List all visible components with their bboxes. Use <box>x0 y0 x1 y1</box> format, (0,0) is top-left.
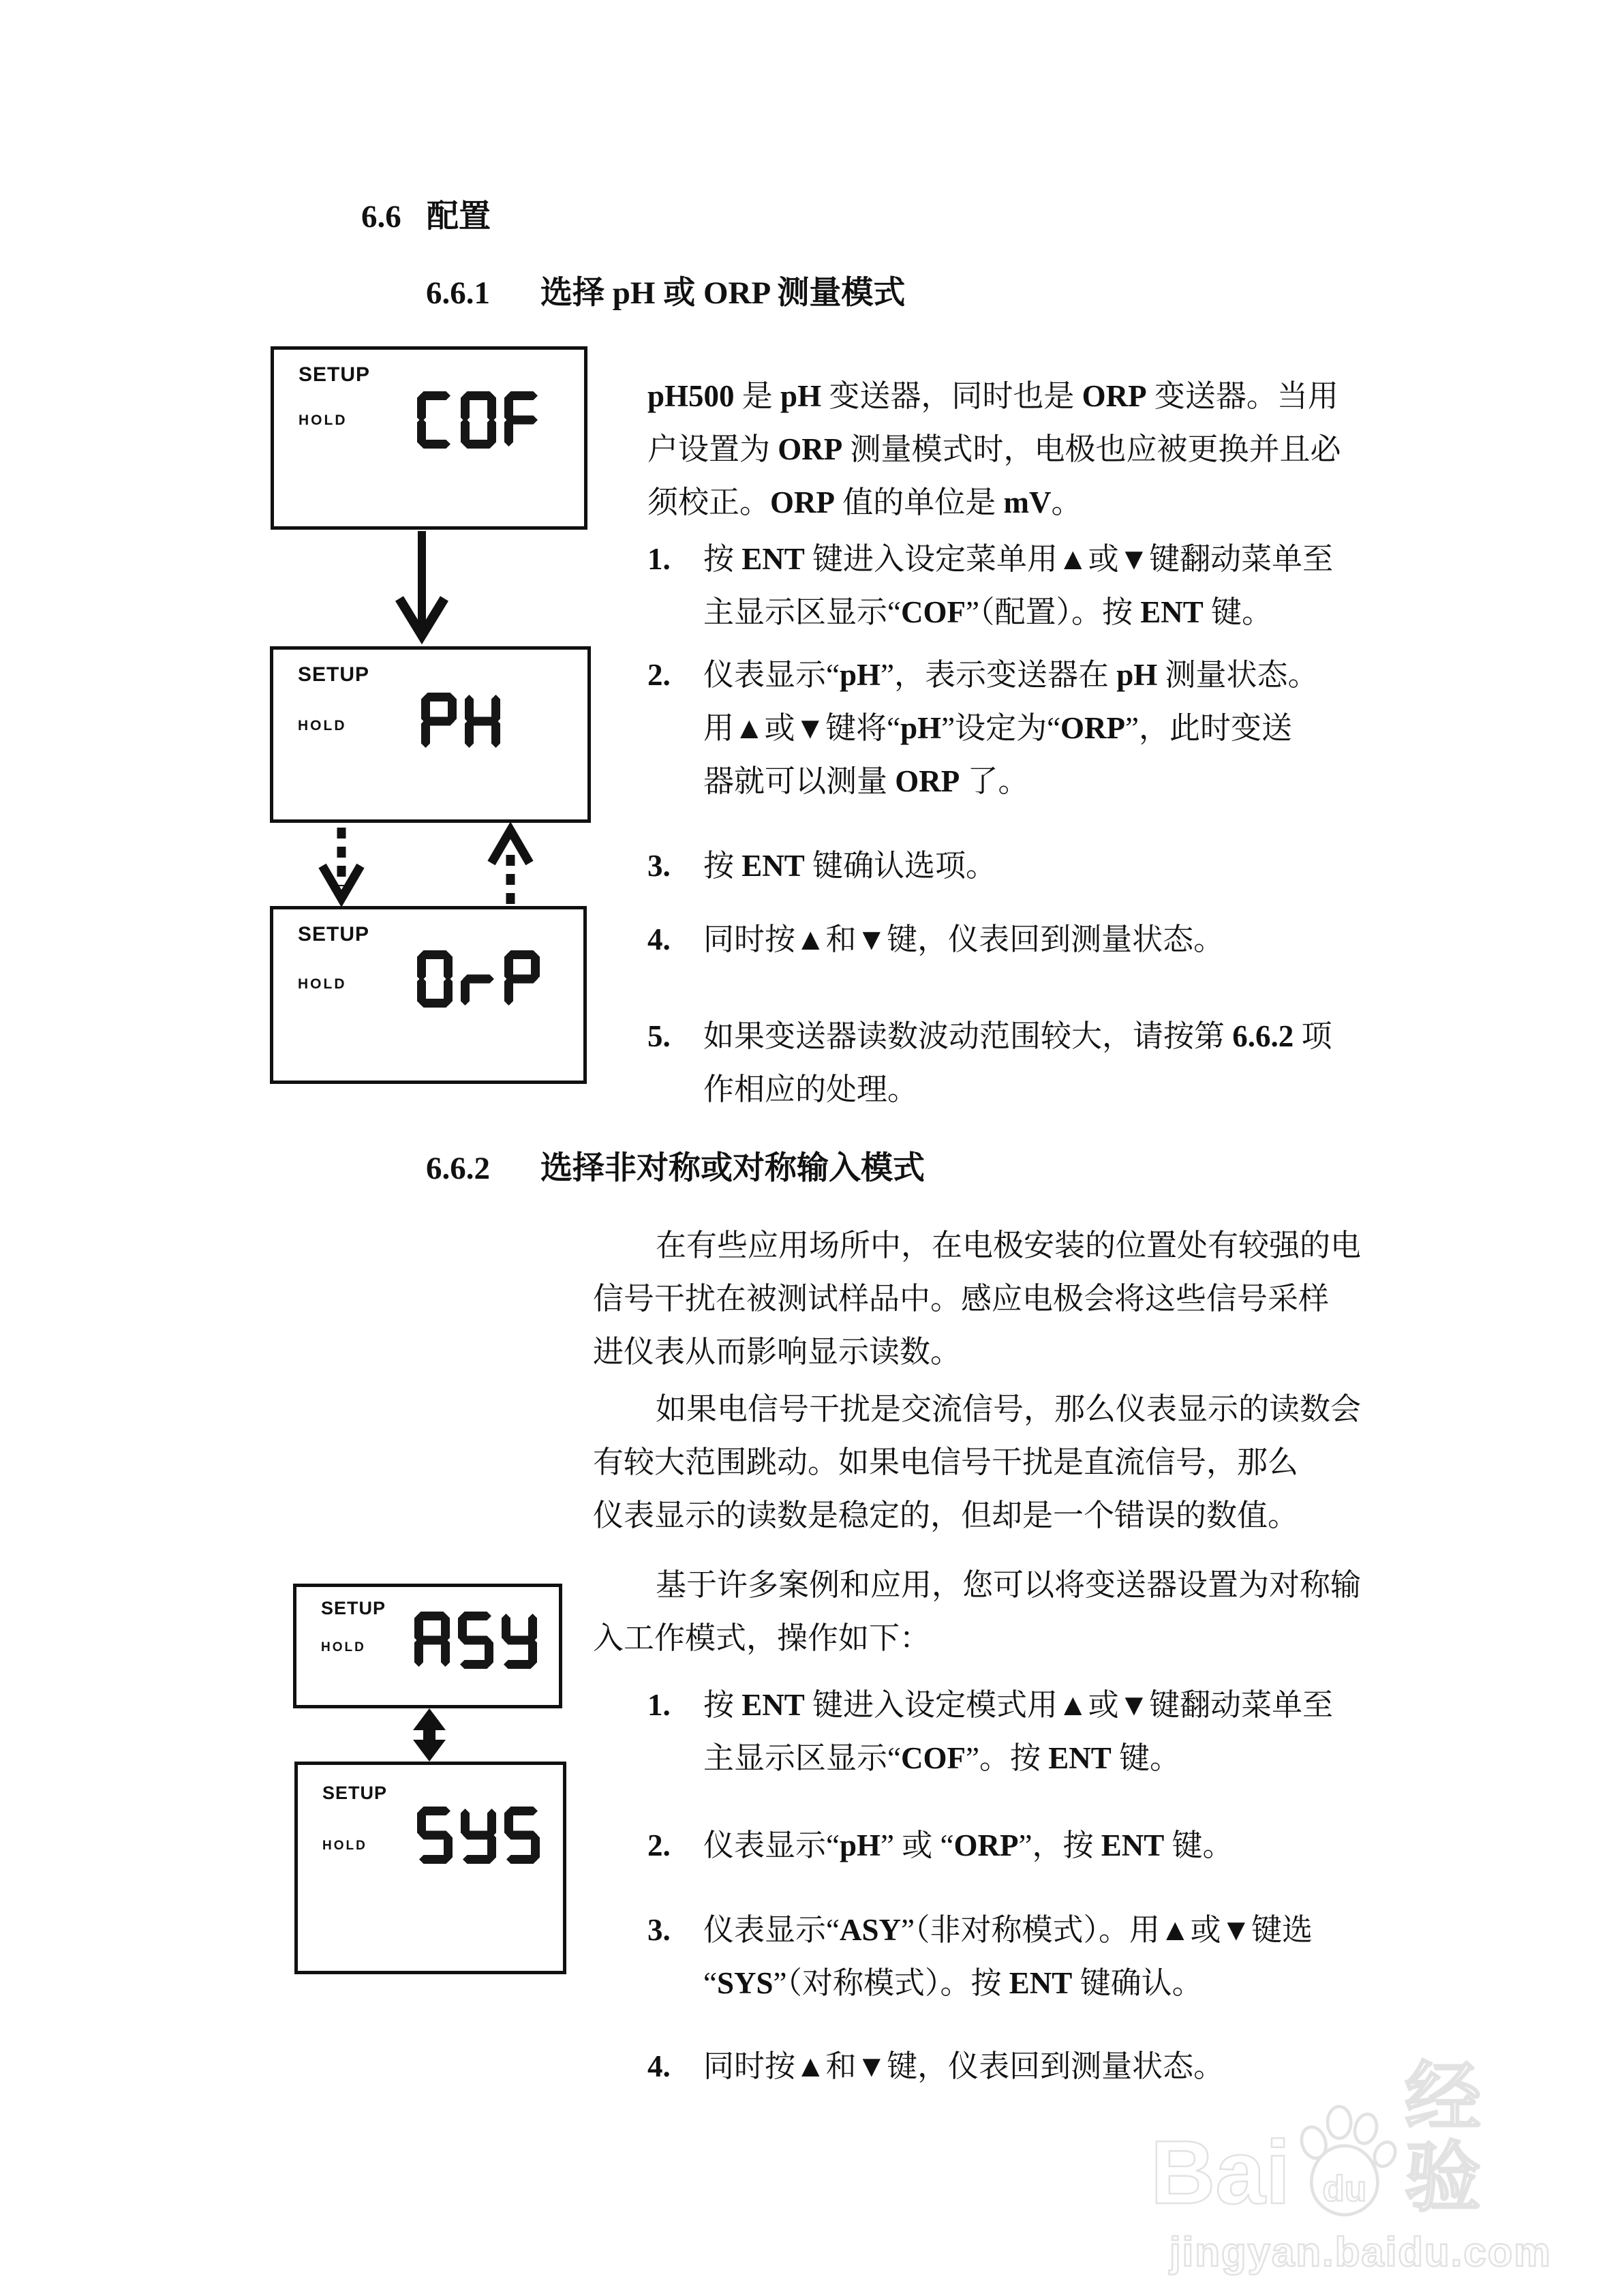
text-run: 在有些应用场所中，在电极安装的位置处有较强的电 <box>656 1228 1362 1263</box>
text-run: 仪表显示“ <box>703 1913 840 1947</box>
text-run: 键进入设定模式用▲或▼键翻动菜单至 <box>804 1688 1334 1722</box>
text-run: ORP <box>778 432 843 466</box>
list-item-number: 1. <box>647 542 671 576</box>
subsection-title: 选择 pH 或 ORP 测量模式 <box>540 275 906 311</box>
watermark-bai-text: Bai <box>1150 2122 1291 2223</box>
text-run: 按 <box>703 542 742 576</box>
text-run: 变送器。当用 <box>1146 379 1338 413</box>
text-run: ENT <box>1048 1741 1112 1775</box>
subsection-number: 6.6.2 <box>426 1151 490 1186</box>
text-line <box>703 1819 1234 1872</box>
text-run: 如果变送器读数波动范围较大，请按第 <box>703 1019 1233 1053</box>
text-run: 仪表显示“ <box>703 1828 840 1862</box>
text-run: 主显示区显示“ <box>703 1741 901 1775</box>
text-line <box>703 913 1224 966</box>
subsection-number: 6.6.1 <box>426 275 490 311</box>
text-run: ENT <box>741 542 805 576</box>
text-line <box>703 586 1333 639</box>
list-item <box>647 532 1333 639</box>
list-item-number: 3. <box>647 849 671 883</box>
text-line <box>703 1010 1332 1063</box>
subsection-title: 选择非对称或对称输入模式 <box>540 1151 925 1186</box>
list-item-number: 2. <box>647 658 671 692</box>
text-line <box>703 1678 1333 1732</box>
text-run: pH <box>900 711 942 745</box>
text-line <box>593 1272 1361 1325</box>
text-line <box>703 532 1333 586</box>
list-item <box>647 1010 1332 1116</box>
text-line <box>593 1558 1361 1612</box>
text-line <box>647 476 1341 529</box>
text-line <box>703 755 1319 808</box>
text-run: ENT <box>741 849 805 883</box>
list-item-number: 4. <box>647 922 671 956</box>
hold-indicator: HOLD <box>299 412 348 428</box>
dashed-arrow-ph-to-orp-icon <box>322 828 361 898</box>
list-item <box>647 1678 1333 1785</box>
setup-indicator: SETUP <box>298 923 370 946</box>
list-item-text <box>703 913 1224 966</box>
list-item <box>647 1903 1313 2010</box>
text-line <box>593 1489 1361 1542</box>
watermark-du-text: du <box>1322 2169 1367 2209</box>
list-item-text <box>703 532 1333 639</box>
text-run: ”，此时变送 <box>1125 711 1293 745</box>
text-run: 值的单位是 <box>835 485 1004 519</box>
text-run: 须校正。 <box>647 485 771 519</box>
text-run: ”，表示变送器在 <box>881 658 1117 692</box>
text-run: 是 <box>734 379 781 413</box>
text-run: 有较大范围跳动。如果电信号干扰是直流信号，那么 <box>593 1445 1299 1479</box>
list-item <box>647 1819 1234 1872</box>
text-run: 基于许多案例和应用，您可以将变送器设置为对称输 <box>656 1568 1362 1602</box>
text-line <box>703 701 1319 755</box>
text-run: ”（配置）。按 <box>965 595 1141 629</box>
text-line <box>703 648 1319 701</box>
text-run: pH500 <box>647 379 735 413</box>
text-line <box>593 1219 1361 1272</box>
setup-indicator: SETUP <box>322 1783 388 1803</box>
list-item-number: 1. <box>647 1688 671 1722</box>
text-run: ENT <box>741 1688 805 1722</box>
text-run: 键进入设定菜单用▲或▼键翻动菜单至 <box>804 542 1334 576</box>
list-item <box>647 648 1319 808</box>
text-line <box>593 1436 1361 1489</box>
watermark-jingyan-text: 经验 <box>1405 2055 1486 2220</box>
text-run: “ <box>703 1966 717 2000</box>
text-run: ENT <box>1101 1828 1165 1862</box>
list-item-number: 5. <box>647 1019 671 1053</box>
list-item-text <box>703 648 1319 808</box>
hold-indicator: HOLD <box>298 718 347 734</box>
list-item-number: 4. <box>647 2049 671 2083</box>
text-run: 作相应的处理。 <box>703 1072 919 1106</box>
text-line <box>703 1732 1333 1785</box>
text-run: 键确认选项。 <box>804 849 997 883</box>
text-run: ”。按 <box>965 1741 1049 1775</box>
text-line <box>703 1903 1313 1957</box>
text-line <box>593 1325 1361 1378</box>
text-run: 。 <box>1051 485 1082 519</box>
text-run: 键。 <box>1111 1741 1181 1775</box>
text-run: 测量状态。 <box>1157 658 1319 692</box>
text-run: 测量模式时，电极也应被更换并且必 <box>842 432 1341 466</box>
text-run: 键确认。 <box>1072 1966 1203 2000</box>
dashed-arrow-orp-to-ph-icon <box>491 830 530 904</box>
text-run: 键。 <box>1203 595 1273 629</box>
text-run: 按 <box>703 1688 742 1722</box>
text-run: ” 或 “ <box>881 1828 954 1862</box>
text-line <box>593 1612 1361 1665</box>
text-run: 同时按▲和▼键，仪表回到测量状态。 <box>703 922 1225 956</box>
text-run: COF <box>900 1741 966 1775</box>
text-run: pH <box>780 379 822 413</box>
text-run: ORP <box>953 1828 1019 1862</box>
watermark-url-text: jingyan.baidu.com <box>1169 2229 1552 2276</box>
text-run: 同时按▲和▼键，仪表回到测量状态。 <box>703 2049 1225 2083</box>
text-run: 了。 <box>960 764 1029 798</box>
paragraph <box>593 1383 1361 1542</box>
text-run: ”设定为“ <box>941 711 1061 745</box>
list-item-text <box>703 2040 1224 2093</box>
paragraph <box>593 1219 1361 1378</box>
text-run: SYS <box>716 1966 774 2000</box>
paragraph <box>593 1558 1361 1665</box>
text-run: ”（对称模式）。按 <box>773 1966 1009 2000</box>
list-item <box>647 839 996 892</box>
list-item-text <box>703 1678 1333 1785</box>
hold-indicator: HOLD <box>298 976 347 992</box>
arrow-cof-to-ph-icon <box>399 531 444 635</box>
text-run: 入工作模式，操作如下： <box>593 1621 931 1655</box>
text-line <box>593 1383 1361 1436</box>
text-run: ORP <box>1082 379 1147 413</box>
list-item-text <box>703 1010 1332 1116</box>
text-run: ”（非对称模式）。用▲或▼键选 <box>901 1913 1313 1947</box>
list-item <box>647 913 1224 966</box>
intro-paragraph-661 <box>647 369 1341 529</box>
text-run: 仪表显示的读数是稳定的，但却是一个错误的数值。 <box>593 1498 1299 1532</box>
text-line <box>703 1957 1313 2010</box>
text-run: 器就可以测量 <box>703 764 896 798</box>
text-line <box>703 839 996 892</box>
text-line <box>703 1063 1332 1116</box>
hold-indicator: HOLD <box>322 1839 367 1853</box>
setup-indicator: SETUP <box>299 363 371 386</box>
hold-indicator: HOLD <box>321 1640 366 1655</box>
list-item-text <box>703 1819 1234 1872</box>
list-item-text <box>703 1903 1313 2010</box>
text-run: ENT <box>1009 1966 1073 2000</box>
text-run: 按 <box>703 849 742 883</box>
text-run: ORP <box>895 764 960 798</box>
text-run: 主显示区显示“ <box>703 595 901 629</box>
text-run: 变送器，同时也是 <box>821 379 1082 413</box>
text-line <box>647 369 1341 423</box>
text-run: 用▲或▼键将“ <box>703 711 901 745</box>
text-run: ENT <box>1140 595 1204 629</box>
text-run: 6.6.2 <box>1232 1019 1294 1053</box>
text-run: pH <box>839 1828 881 1862</box>
text-run: 项 <box>1294 1019 1332 1053</box>
text-run: COF <box>900 595 966 629</box>
list-item-text <box>703 839 996 892</box>
double-arrow-asy-sys-icon <box>413 1708 446 1762</box>
text-run: 信号干扰在被测试样品中。感应电极会将这些信号采样 <box>593 1282 1330 1316</box>
text-run: pH <box>1116 658 1158 692</box>
text-run: 键。 <box>1164 1828 1234 1862</box>
list-item <box>647 2040 1224 2093</box>
text-line <box>703 2040 1224 2093</box>
text-run: pH <box>839 658 881 692</box>
text-run: ASY <box>839 1913 902 1947</box>
text-run: 仪表显示“ <box>703 658 840 692</box>
section-title: 配置 <box>427 199 491 235</box>
text-run: ORP <box>770 485 836 519</box>
text-run: 如果电信号干扰是交流信号，那么仪表显示的读数会 <box>656 1392 1362 1426</box>
list-item-number: 2. <box>647 1828 671 1862</box>
setup-indicator: SETUP <box>321 1598 386 1618</box>
text-run: mV <box>1003 485 1052 519</box>
text-run: 进仪表从而影响显示读数。 <box>593 1335 962 1369</box>
section-number: 6.6 <box>361 199 401 235</box>
text-line <box>647 423 1341 476</box>
setup-indicator: SETUP <box>298 663 370 686</box>
text-run: 户设置为 <box>647 432 778 466</box>
text-run: ORP <box>1060 711 1126 745</box>
text-run: ”，按 <box>1018 1828 1101 1862</box>
list-item-number: 3. <box>647 1913 671 1947</box>
